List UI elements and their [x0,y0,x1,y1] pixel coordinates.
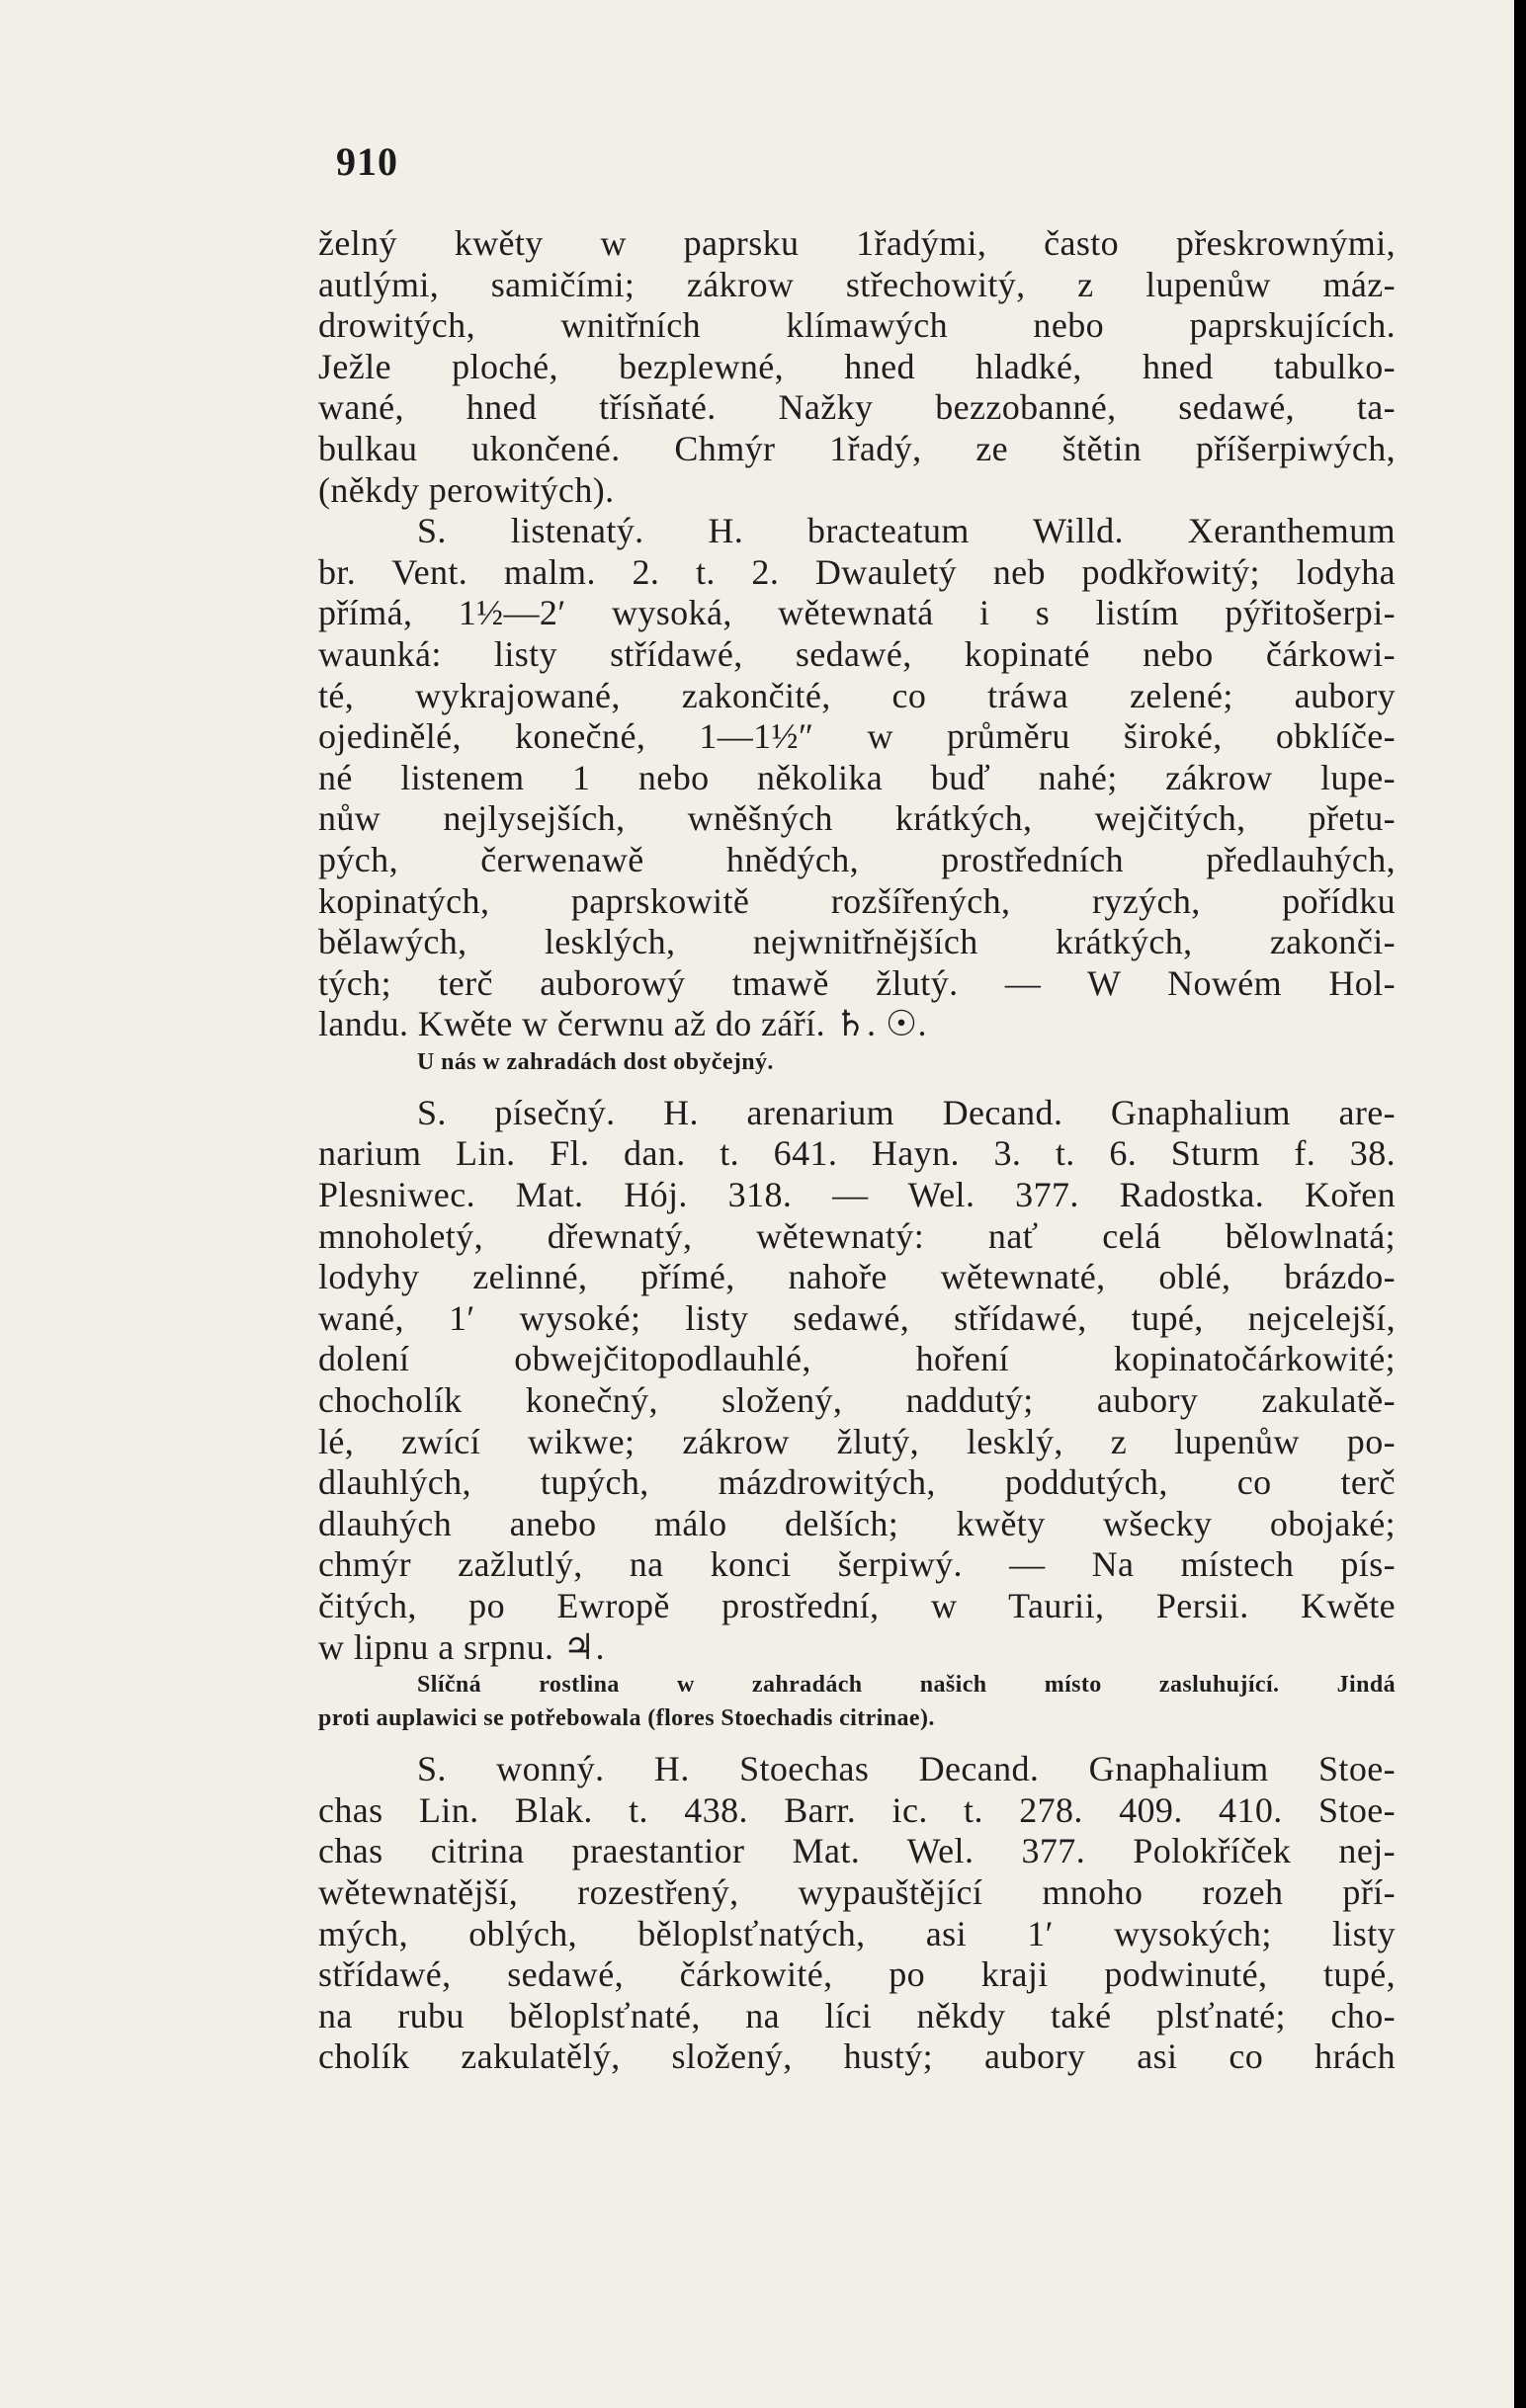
text-line: přímá, 1½—2′ wysoká, wětewnatá i s listím pýřitošerpi- [318,593,1396,633]
text-line: mnoholetý, dřewnatý, wětewnatý: nať celá bělowlnatá; [318,1215,1396,1256]
text-line: waunká: listy střídawé, sedawé, kopinaté nebo čárkowi- [318,633,1396,674]
text-line: dolení obwejčitopodlauhlé, hoření kopinatočárkowité; [318,1339,1396,1379]
text-line: drowitých, wnitřních klímawých nebo paprskujících. [318,305,1396,346]
small-note: proti auplawici se potřebowala (flores Stoechadis citrinae). [318,1705,935,1732]
small-note: U nás w zahradách dost obyčejný. [417,1048,774,1075]
text-line: tých; terč auborowý tmawě žlutý. — W Nowém Hol- [318,962,1396,1003]
text-line: střídawé, sedawé, čárkowité, po kraji podwinuté, tupé, [318,1954,1396,1995]
text-line: autlými, samičími; zákrow střechowitý, z lupenůw máz- [318,264,1396,304]
text-line: lodyhy zelinné, přímé, nahoře wětewnaté, oblé, brázdo- [318,1257,1396,1297]
text-line: té, wykrajowané, zakončité, co tráwa zelené; aubory [318,675,1396,715]
scan-edge [1514,0,1526,2408]
body-text [318,223,1396,2078]
text-line: wané, 1′ wysoké; listy sedawé, střídawé, tupé, nejcelejší, [318,1297,1396,1338]
text-line: pých, čerwenawě hnědých, prostředních předlauhých, [318,839,1396,879]
text-line: chas Lin. Blak. t. 438. Barr. ic. t. 278. 409. 410. Stoe- [318,1789,1396,1830]
text-line: bělawých, lesklých, nejwnitřnějších krátkých, zakonči- [318,922,1396,962]
text-line: (někdy perowitých). [318,469,615,510]
text-line: Plesniwec. Mat. Hój. 318. — Wel. 377. Radostka. Kořen [318,1175,1396,1215]
text-line: kopinatých, paprskowitě rozšířených, ryzých, pořídku [318,880,1396,921]
text-line: chocholík konečný, složený, naddutý; aubory zakulatě- [318,1380,1396,1421]
text-line: wětewnatější, rozestřený, wypauštějící mnoho rozeh pří- [318,1871,1396,1912]
text-line: narium Lin. Fl. dan. t. 641. Hayn. 3. t. 6. Sturm f. 38. [318,1133,1396,1174]
species-heading: S. listenatý. H. bracteatum Willd. Xeranthemum [417,511,1396,551]
text-line: cholík zakulatělý, složený, hustý; aubory asi co hrách [318,2036,1396,2077]
text-line: Ježle ploché, bezplewné, hned hladké, hned tabulko- [318,346,1396,386]
species-heading: S. písečný. H. arenarium Decand. Gnaphalium are- [417,1092,1396,1132]
text-line: wané, hned třísňaté. Nažky bezzobanné, sedawé, ta- [318,387,1396,428]
text-line: w lipnu a srpnu. ♃. [318,1626,605,1667]
species-heading: S. wonný. H. Stoechas Decand. Gnaphalium Stoe- [417,1749,1396,1789]
text-line: čitých, po Ewropě prostřední, w Taurii, Persii. Kwěte [318,1586,1396,1625]
text-line: br. Vent. malm. 2. t. 2. Dwauletý neb podkřowitý; lodyha [318,551,1396,592]
text-line: dlauhlých, tupých, mázdrowitých, poddutých, co terč [318,1462,1396,1503]
text-line: mých, oblých, běloplsťnatých, asi 1′ wysokých; listy [318,1913,1396,1953]
text-line: landu. Kwěte w čerwnu až do září. ♄. ☉. [318,1004,927,1044]
spacer [318,1735,1396,1749]
text-line: chmýr zažlutlý, na konci šerpiwý. — Na místech pís- [318,1544,1396,1585]
text-line: dlauhých anebo málo delších; kwěty wšecky obojaké; [318,1503,1396,1543]
text-line: ojedinělé, konečné, 1—1½″ w průměru široké, obklíče- [318,716,1396,757]
text-line: bulkau ukončené. Chmýr 1řadý, ze štětin příšerpiwých, [318,428,1396,468]
text-line: na rubu běloplsťnaté, na líci někdy také plsťnaté; cho- [318,1995,1396,2035]
text-line: želný kwěty w paprsku 1řadými, často přeskrownými, [318,223,1396,263]
spacer [318,1079,1396,1093]
small-note: Slíčná rostlina w zahradách našich místo zasluhující. Jindá [417,1672,1396,1699]
text-line: nůw nejlysejších, wněšných krátkých, wejčitých, přetu- [318,798,1396,839]
text-line: né listenem 1 nebo několika buď nahé; zákrow lupe- [318,757,1396,797]
text-line: lé, zwící wikwe; zákrow žlutý, lesklý, z lupenůw po- [318,1421,1396,1461]
text-line: chas citrina praestantior Mat. Wel. 377. Polokříček nej- [318,1831,1396,1871]
page-number: 910 [336,139,398,184]
